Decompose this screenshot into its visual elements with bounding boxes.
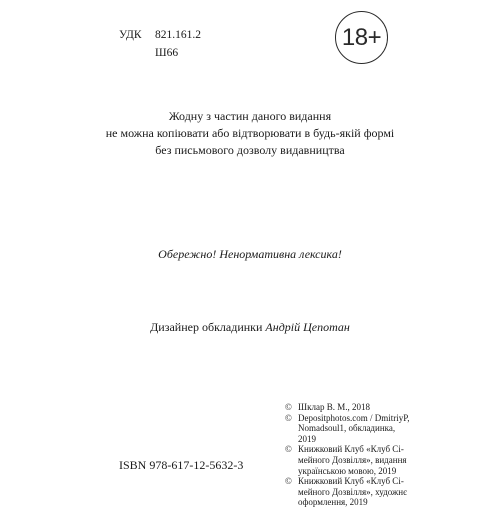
isbn-number: ISBN 978-617-12-5632-3 bbox=[119, 458, 244, 472]
copyright-symbol-icon: © bbox=[285, 412, 292, 423]
copyright-line: Шклар В. М., 2018 bbox=[298, 402, 370, 412]
copyright-line: мейного Дозвілля», художнє bbox=[298, 486, 407, 497]
copyright-notice bbox=[0, 108, 500, 159]
udk-row bbox=[119, 26, 201, 44]
udk-code: 821.161.2 bbox=[155, 29, 201, 41]
notice-line-2: не можна копіювати або відтворювати в будь-якій формі bbox=[105, 126, 395, 140]
profanity-warning: Обережно! Ненормативна лексика! bbox=[158, 247, 342, 261]
copyright-item bbox=[285, 413, 415, 445]
designer-prefix: Дизайнер обкладинки bbox=[150, 320, 263, 334]
age-rating-badge: 18+ bbox=[335, 11, 388, 64]
copyright-line: мейного Дозвілля», видання bbox=[298, 454, 407, 465]
cover-designer-credit bbox=[0, 320, 500, 335]
notice-line-1: Жодну з частин даного видання bbox=[168, 109, 332, 123]
copyright-line: українською мовою, 2019 bbox=[298, 465, 397, 476]
copyright-symbol-icon: © bbox=[285, 476, 292, 487]
copyright-symbol-icon: © bbox=[285, 402, 292, 412]
copyright-item bbox=[285, 402, 415, 413]
copyright-list bbox=[285, 402, 415, 508]
bbk-row bbox=[119, 44, 201, 62]
copyright-line: Книжковий Клуб «Клуб Сі- bbox=[298, 444, 404, 455]
copyright-line: Nomadsoul1, обкладинка, 2019 bbox=[298, 423, 396, 444]
copyright-line: Книжковий Клуб «Клуб Сі- bbox=[298, 476, 404, 487]
udk-label: УДК bbox=[119, 29, 142, 41]
bbk-code: Ш66 bbox=[155, 47, 179, 59]
designer-name: Андрій Цепотан bbox=[265, 320, 350, 334]
classification-block bbox=[119, 26, 201, 62]
copyright-item bbox=[285, 444, 415, 476]
copyright-line: Depositphotos.com / DmitriyP, bbox=[298, 412, 410, 423]
copyright-item bbox=[285, 476, 415, 508]
copyright-symbol-icon: © bbox=[285, 444, 292, 455]
notice-line-3: без письмового дозволу видавництва bbox=[155, 143, 345, 157]
copyright-line: оформлення, 2019 bbox=[298, 497, 368, 508]
